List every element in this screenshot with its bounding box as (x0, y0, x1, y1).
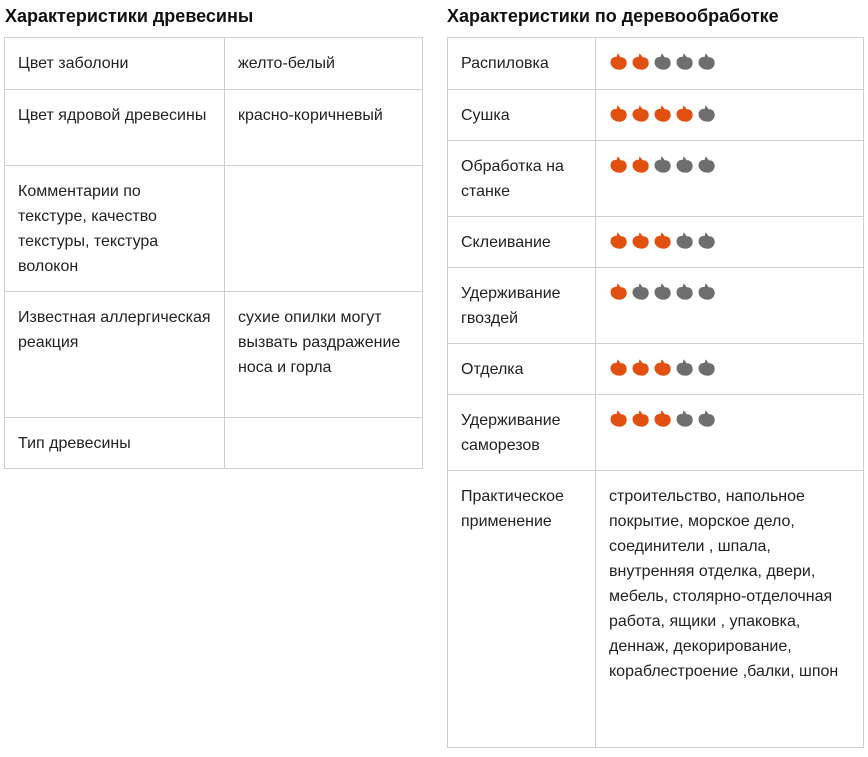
leaf-icon-filled (631, 358, 650, 377)
rating-cell (596, 141, 864, 217)
leaf-icon-filled (609, 231, 628, 250)
table-row (448, 395, 864, 471)
rating (609, 408, 851, 428)
table-row (448, 217, 864, 268)
leaf-icon-filled (609, 104, 628, 123)
rating (609, 51, 851, 71)
leaf-icon-empty (697, 409, 716, 428)
row-value (225, 166, 423, 292)
usage-value: строительство, напольное покрытие, морское дело, соединители , шпала, внутренняя отделка, двери, мебель, столярно-отделочная работа, ящики , упаковка, деннаж, декорирование, кораблестроение ,балки, шпон (596, 471, 864, 748)
leaf-icon-filled (609, 358, 628, 377)
table-row (448, 471, 864, 748)
table-row (448, 38, 864, 90)
leaf-icon-filled (631, 155, 650, 174)
woodworking-panel (447, 0, 863, 680)
rating-cell (596, 217, 864, 268)
leaf-icon-filled (631, 231, 650, 250)
wood-characteristics-table (4, 37, 423, 469)
leaf-icon-filled (609, 409, 628, 428)
table-row (448, 141, 864, 217)
row-value (225, 418, 423, 469)
table-row (5, 166, 423, 292)
rating-cell (596, 90, 864, 141)
leaf-icon-empty (653, 155, 672, 174)
rating-cell (596, 268, 864, 344)
leaf-icon-empty (653, 282, 672, 301)
row-label: Цвет ядровой древесины (5, 90, 225, 166)
rating-cell (596, 344, 864, 395)
leaf-icon-filled (653, 409, 672, 428)
row-label: Обработка на станке (448, 141, 596, 217)
row-label: Распиловка (448, 38, 596, 90)
leaf-icon-empty (697, 104, 716, 123)
leaf-icon-filled (609, 155, 628, 174)
rating-cell (596, 38, 864, 90)
row-value: сухие опилки могут вызвать раздражение носа и горла (225, 292, 423, 418)
leaf-icon-filled (631, 52, 650, 71)
row-label: Цвет заболони (5, 38, 225, 90)
table-row (5, 38, 423, 90)
table-row (5, 418, 423, 469)
leaf-icon-empty (675, 409, 694, 428)
leaf-icon-empty (653, 52, 672, 71)
woodworking-table (447, 37, 864, 748)
leaf-icon-filled (653, 231, 672, 250)
leaf-icon-empty (697, 155, 716, 174)
leaf-icon-empty (631, 282, 650, 301)
leaf-icon-empty (675, 282, 694, 301)
row-label: Комментарии по текстуре, качество текстуры, текстура волокон (5, 166, 225, 292)
row-value: желто-белый (225, 38, 423, 90)
rating (609, 357, 851, 377)
leaf-icon-filled (653, 358, 672, 377)
leaf-icon-empty (675, 52, 694, 71)
leaf-icon-filled (609, 52, 628, 71)
woodworking-title: Характеристики по деревообработке (447, 6, 779, 26)
rating (609, 103, 851, 123)
leaf-icon-empty (675, 358, 694, 377)
rating (609, 154, 851, 174)
leaf-icon-filled (609, 282, 628, 301)
leaf-icon-filled (653, 104, 672, 123)
leaf-icon-filled (675, 104, 694, 123)
rating (609, 281, 851, 301)
leaf-icon-empty (675, 231, 694, 250)
leaf-icon-filled (631, 409, 650, 428)
leaf-icon-empty (697, 282, 716, 301)
leaf-icon-empty (697, 231, 716, 250)
usage-label: Практическое применение (448, 471, 596, 748)
leaf-icon-empty (697, 358, 716, 377)
row-label: Склеивание (448, 217, 596, 268)
row-label: Сушка (448, 90, 596, 141)
table-row (448, 344, 864, 395)
row-label: Тип древесины (5, 418, 225, 469)
table-row (5, 292, 423, 418)
wood-characteristics-title: Характеристики древесины (5, 6, 254, 26)
row-label: Отделка (448, 344, 596, 395)
leaf-icon-filled (631, 104, 650, 123)
table-row (5, 90, 423, 166)
leaf-icon-empty (675, 155, 694, 174)
table-row (448, 90, 864, 141)
table-row (448, 268, 864, 344)
rating (609, 230, 851, 250)
row-label: Удерживание гвоздей (448, 268, 596, 344)
leaf-icon-empty (697, 52, 716, 71)
rating-cell (596, 395, 864, 471)
row-label: Удерживание саморезов (448, 395, 596, 471)
wood-characteristics-panel (4, 0, 422, 452)
row-label: Известная аллергическая реакция (5, 292, 225, 418)
row-value: красно-коричневый (225, 90, 423, 166)
